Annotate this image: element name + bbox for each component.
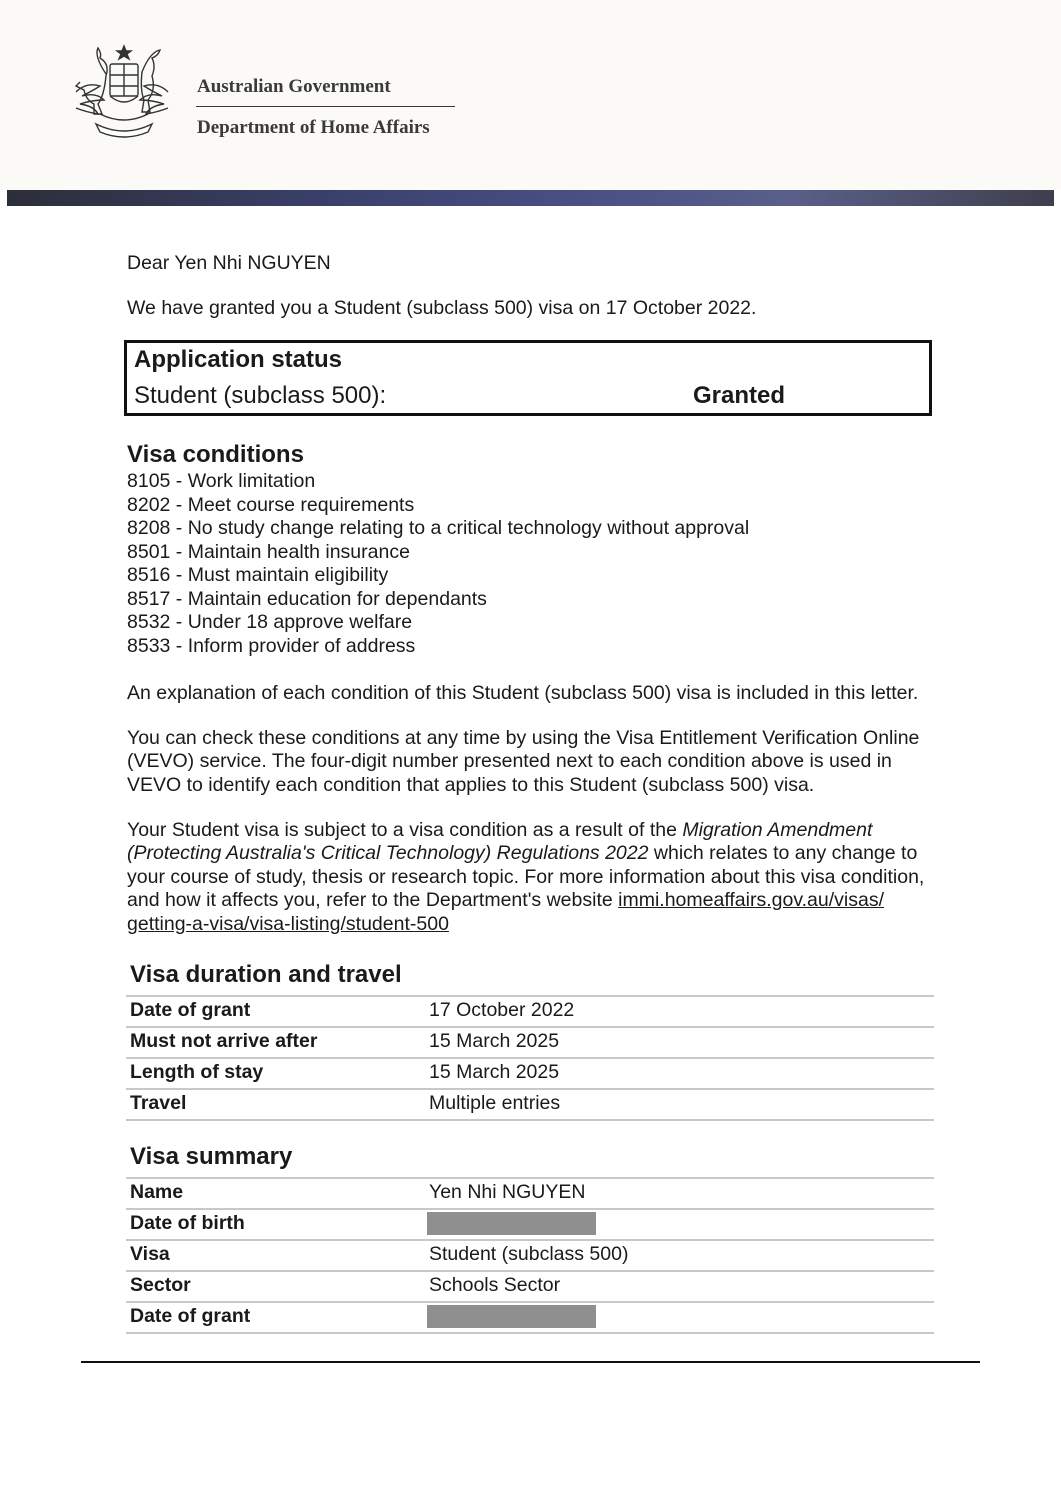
application-status-value: Granted: [693, 382, 786, 409]
table-row: [126, 1177, 934, 1208]
visa-conditions-list: [127, 470, 749, 658]
redacted-value: [427, 1305, 596, 1328]
row-label: Date of grant: [130, 999, 251, 1021]
list-item: 8208 - No study change relating to a critical technology without approval: [127, 517, 750, 539]
list-item: 8516 - Must maintain eligibility: [127, 564, 389, 586]
department-name: Department of Home Affairs: [197, 117, 430, 138]
row-value: Student (subclass 500): [429, 1243, 629, 1265]
paragraph-text: Your Student visa is subject to a visa condition as a result of the: [127, 819, 683, 841]
department-website-link[interactable]: immi.homeaffairs.gov.au/visas/ getting-a-visa/visa-listing/student-500: [127, 889, 885, 935]
row-label: Date of grant: [130, 1305, 251, 1327]
list-item: 8532 - Under 18 approve welfare: [127, 611, 413, 633]
list-item: 8105 - Work limitation: [127, 470, 316, 492]
row-label: Name: [130, 1181, 184, 1203]
table-row: [126, 1301, 934, 1334]
vevo-paragraph: You can check these conditions at any time by using the Visa Entitlement Verification Online (VEVO) service. The four-digit number presented next to each condition above is used in VEVO to identify each condition that applies to this Student (subclass 500) visa.: [127, 727, 920, 796]
row-label: Travel: [130, 1092, 187, 1114]
application-status-box: [124, 340, 932, 416]
footer-divider: [81, 1361, 980, 1363]
row-value: Yen Nhi NGUYEN: [429, 1181, 586, 1203]
government-name: Australian Government: [197, 76, 391, 97]
list-item: 8517 - Maintain education for dependants: [127, 587, 487, 610]
table-row: [126, 1088, 934, 1121]
visa-duration-heading: Visa duration and travel: [130, 961, 402, 988]
list-item: 8501 - Maintain health insurance: [127, 540, 410, 563]
row-label: Sector: [130, 1274, 191, 1296]
table-row: [126, 1057, 934, 1088]
row-value: 15 March 2025: [429, 1030, 560, 1052]
table-row: [126, 1208, 934, 1239]
table-row: [126, 995, 934, 1026]
application-status-title: Application status: [134, 346, 343, 373]
redacted-value: [427, 1212, 596, 1235]
table-row: [126, 1026, 934, 1057]
critical-technology-paragraph: [127, 819, 937, 936]
letterhead: [0, 0, 1061, 190]
row-label: Visa: [130, 1243, 170, 1265]
visa-conditions-heading: Visa conditions: [127, 441, 304, 468]
visa-duration-table: [126, 995, 934, 1121]
row-label: Length of stay: [130, 1061, 264, 1083]
row-label: Must not arrive after: [130, 1030, 318, 1052]
row-value: Schools Sector: [429, 1274, 561, 1296]
row-label: Date of birth: [130, 1212, 245, 1234]
header-band: [7, 190, 1054, 206]
visa-summary-table: [126, 1177, 934, 1334]
paragraph-text: which relates to any change to your course of study, thesis or research topic. For more information about this visa condition, and how it affects you, refer to the Department's website: [127, 842, 925, 912]
row-value: 17 October 2022: [429, 999, 575, 1021]
application-status-label: Student (subclass 500):: [134, 382, 387, 409]
coat-of-arms-icon: [66, 44, 178, 140]
letterhead-divider: [196, 106, 455, 107]
list-item: 8202 - Meet course requirements: [127, 493, 415, 516]
salutation: Dear Yen Nhi NGUYEN: [127, 252, 331, 274]
row-value: 15 March 2025: [429, 1061, 560, 1083]
regulation-title: Migration Amendment (Protecting Australia's Critical Technology) Regulations 2022: [127, 819, 873, 865]
grant-sentence: We have granted you a Student (subclass 500) visa on 17 October 2022.: [127, 297, 757, 319]
table-row: [126, 1239, 934, 1270]
list-item: 8533 - Inform provider of address: [127, 634, 416, 657]
visa-summary-heading: Visa summary: [130, 1143, 293, 1170]
explanation-paragraph: An explanation of each condition of this Student (subclass 500) visa is included in this letter.: [127, 682, 919, 704]
row-value: Multiple entries: [429, 1092, 561, 1114]
table-row: [126, 1270, 934, 1301]
